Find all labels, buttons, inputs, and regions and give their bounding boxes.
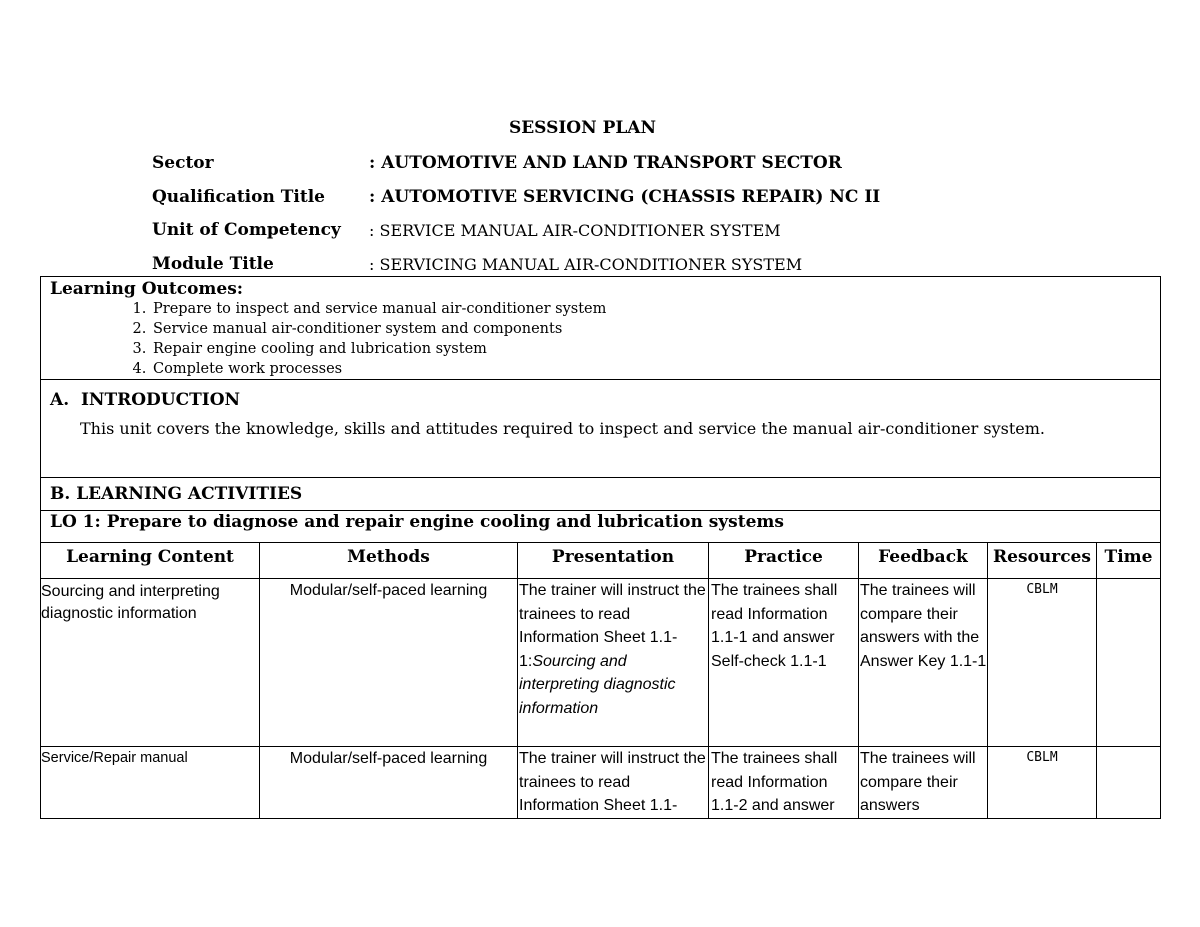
presentation-text: The trainer will instruct the trainees to read Information Sheet 1.1-1: bbox=[519, 582, 706, 670]
qualification-label: Qualification Title bbox=[152, 187, 325, 207]
unit-label: Unit of Competency bbox=[152, 220, 341, 240]
lo-heading-row bbox=[41, 511, 1161, 543]
meta-module bbox=[152, 254, 1052, 276]
feedback-cell: The trainees will compare their answers bbox=[859, 747, 988, 819]
sector-label: Sector bbox=[152, 153, 214, 173]
resources-cell: CBLM bbox=[988, 747, 1097, 819]
introduction-row bbox=[41, 380, 1161, 478]
learning-outcomes-cell bbox=[41, 277, 1161, 380]
meta-unit bbox=[152, 220, 1052, 242]
feedback-cell: The trainees will compare their answers with the Answer Key 1.1-1 bbox=[859, 579, 988, 747]
column-header: Practice bbox=[709, 543, 859, 579]
list-item: 3. Repair engine cooling and lubrication system bbox=[151, 339, 1152, 359]
list-item: 4. Complete work processes bbox=[151, 359, 1152, 379]
meta-qualification bbox=[152, 187, 1052, 209]
introduction-cell bbox=[41, 380, 1161, 478]
learning-outcomes-heading: Learning Outcomes: bbox=[50, 279, 244, 299]
resources-cell: CBLM bbox=[988, 579, 1097, 747]
learning-outcomes-row bbox=[41, 277, 1161, 380]
table-row bbox=[41, 579, 1161, 747]
lo-heading: LO 1: Prepare to diagnose and repair engine cooling and lubrication systems bbox=[41, 511, 1161, 543]
column-header: Methods bbox=[260, 543, 518, 579]
column-header-row bbox=[41, 543, 1161, 579]
introduction-letter: A. bbox=[50, 390, 70, 410]
list-item: 1. Prepare to inspect and service manual air-conditioner system bbox=[151, 299, 1152, 319]
column-header: Learning Content bbox=[41, 543, 260, 579]
presentation-cell bbox=[518, 579, 709, 747]
learning-content-cell: Service/Repair manual bbox=[41, 747, 260, 819]
table-row bbox=[41, 747, 1161, 819]
activities-heading: B. LEARNING ACTIVITIES bbox=[41, 478, 1161, 511]
activities-heading-row bbox=[41, 478, 1161, 511]
module-value: : SERVICING MANUAL AIR-CONDITIONER SYSTEM bbox=[369, 255, 803, 274]
session-plan-table bbox=[40, 276, 1161, 819]
presentation-italic: Sourcing and interpreting diagnostic information bbox=[519, 652, 676, 717]
practice-cell: The trainees shall read Information 1.1-2 and answer bbox=[709, 747, 859, 819]
page-title: SESSION PLAN bbox=[508, 118, 657, 138]
time-cell bbox=[1097, 579, 1161, 747]
methods-cell: Modular/self-paced learning bbox=[260, 747, 518, 819]
methods-cell: Modular/self-paced learning bbox=[260, 579, 518, 747]
column-header: Time bbox=[1097, 543, 1161, 579]
presentation-text: The trainer will instruct the trainees to read Information Sheet 1.1- bbox=[519, 750, 706, 814]
column-header: Resources bbox=[988, 543, 1097, 579]
learning-outcomes-list bbox=[50, 299, 1152, 379]
list-item: 2. Service manual air-conditioner system and components bbox=[151, 319, 1152, 339]
qualification-value: : AUTOMOTIVE SERVICING (CHASSIS REPAIR) NC II bbox=[369, 187, 881, 207]
meta-sector bbox=[152, 153, 1052, 175]
introduction-title: INTRODUCTION bbox=[80, 390, 241, 410]
presentation-cell bbox=[518, 747, 709, 819]
practice-cell: The trainees shall read Information 1.1-1 and answer Self-check 1.1-1 bbox=[709, 579, 859, 747]
unit-value: : SERVICE MANUAL AIR-CONDITIONER SYSTEM bbox=[369, 221, 781, 240]
time-cell bbox=[1097, 747, 1161, 819]
learning-content-cell: Sourcing and interpreting diagnostic information bbox=[41, 579, 260, 747]
sector-value: : AUTOMOTIVE AND LAND TRANSPORT SECTOR bbox=[369, 153, 842, 173]
module-label: Module Title bbox=[152, 254, 274, 274]
introduction-text: This unit covers the knowledge, skills and attitudes required to inspect and service the manual air-conditioner system. bbox=[80, 419, 1045, 438]
introduction-heading bbox=[50, 388, 1152, 412]
column-header: Feedback bbox=[859, 543, 988, 579]
column-header: Presentation bbox=[518, 543, 709, 579]
